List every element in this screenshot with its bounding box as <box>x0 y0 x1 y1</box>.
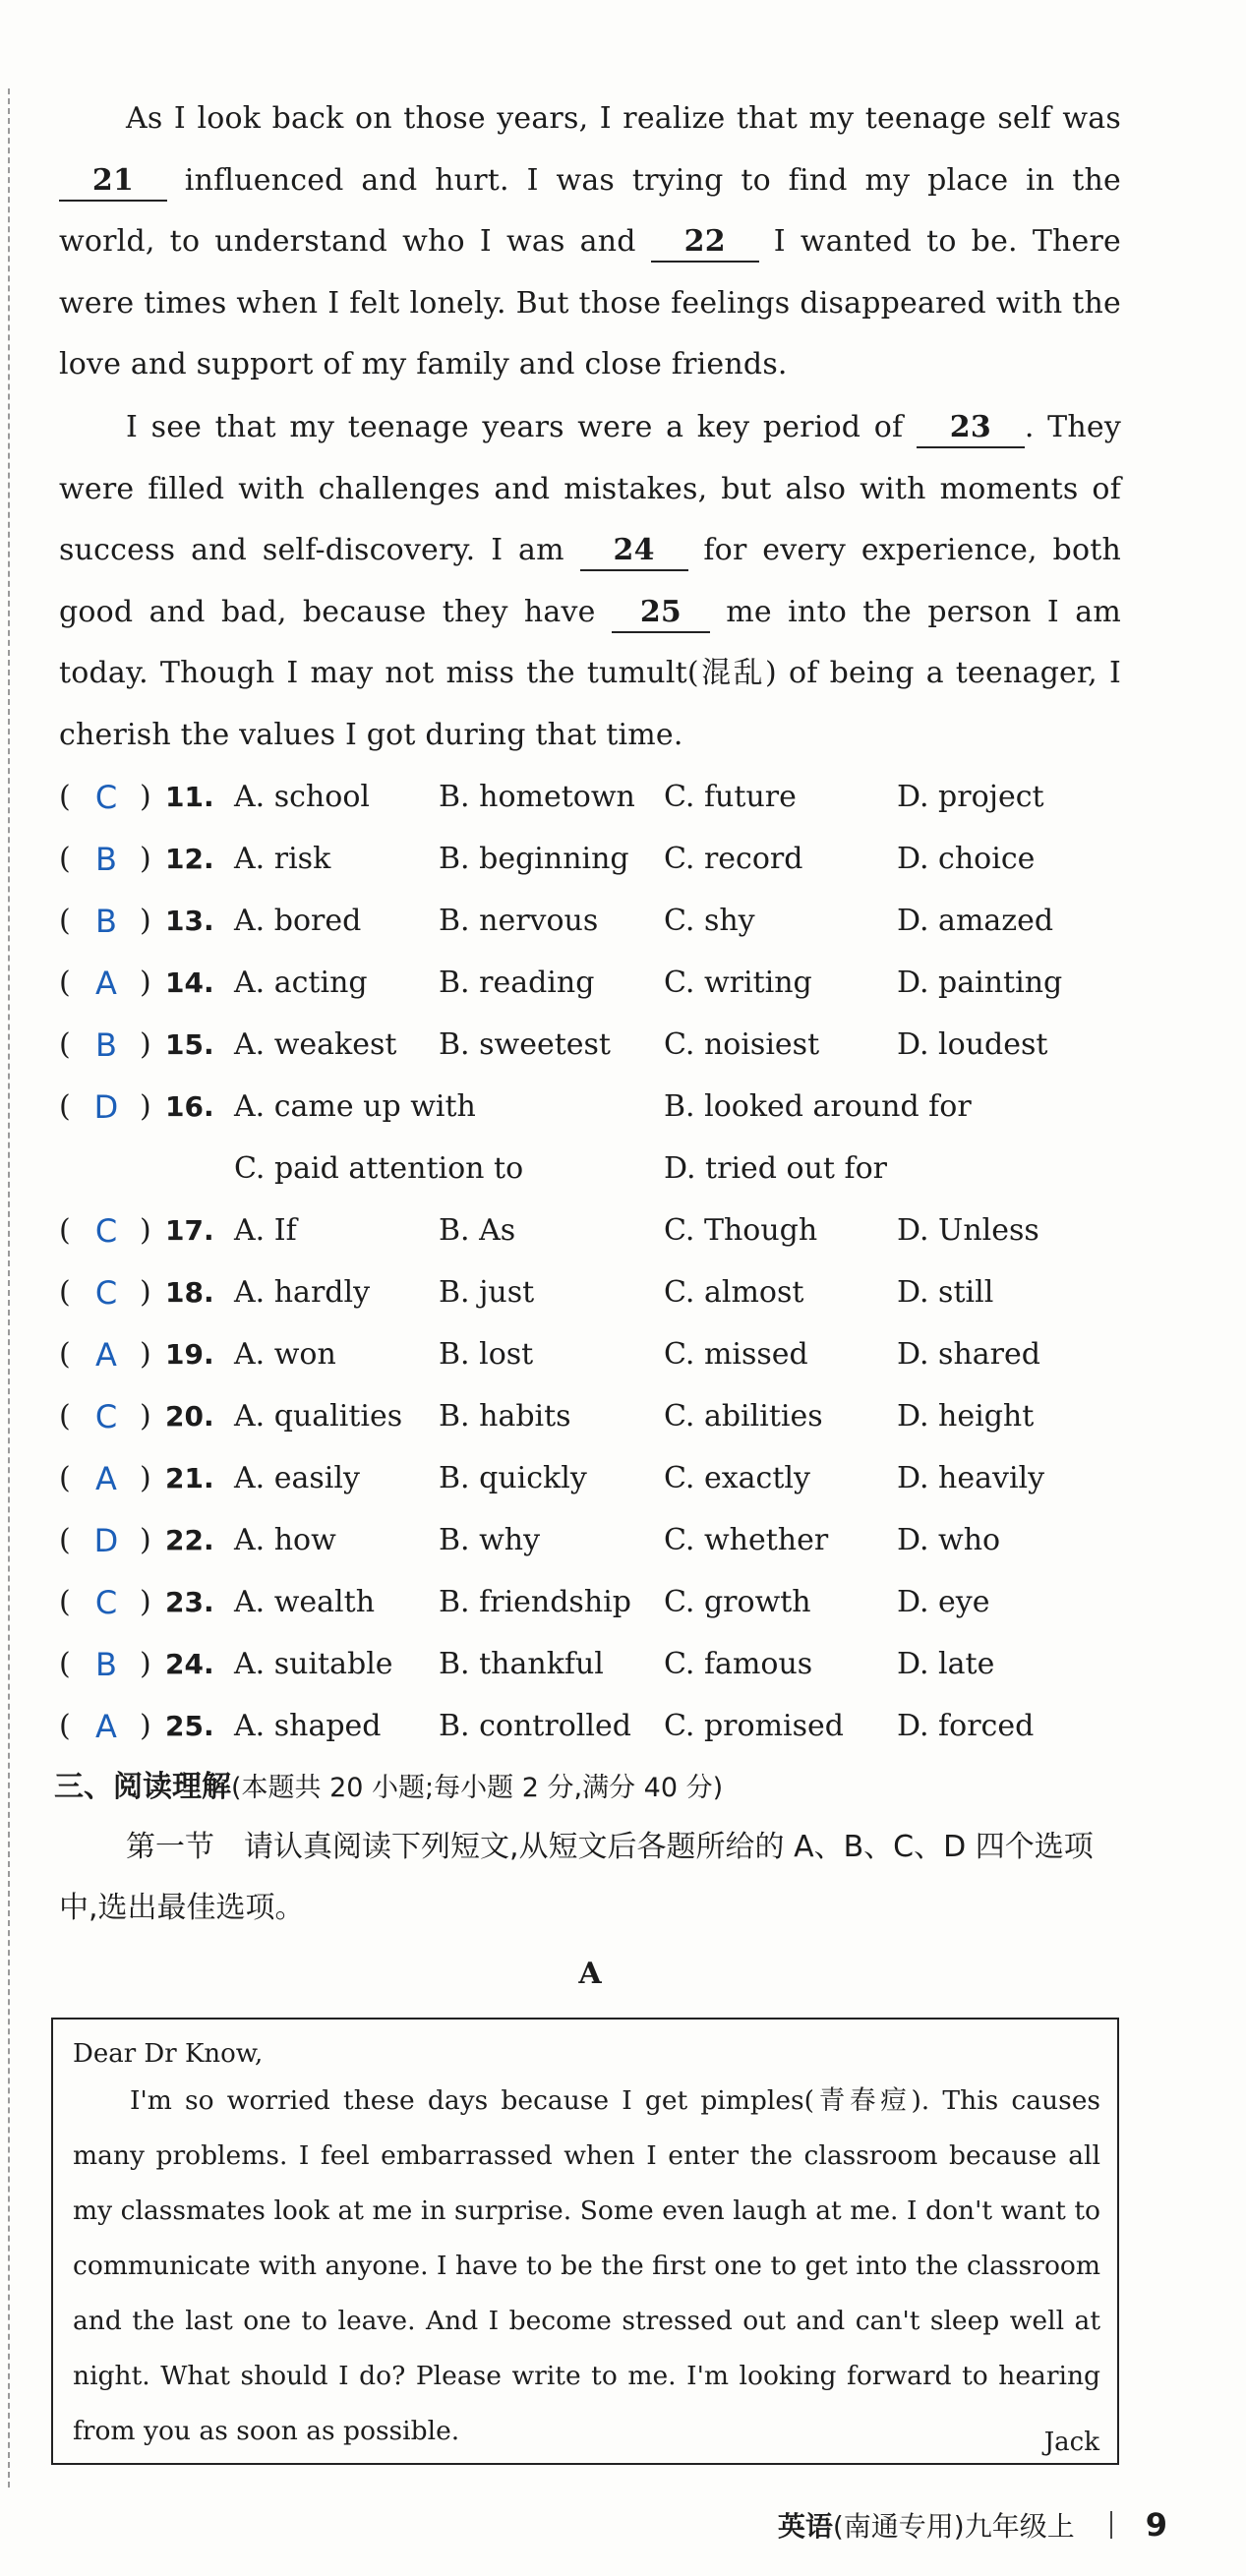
answer-mark: B <box>95 1646 117 1683</box>
question-row: ( C ) 23. A. wealth B. friendship C. growth D. eye <box>59 1572 1141 1633</box>
option-a: A. suitable <box>234 1647 393 1681</box>
option-b: B. lost <box>439 1337 534 1372</box>
option-d: D. amazed <box>897 904 1054 938</box>
option-d: D. late <box>897 1647 995 1681</box>
binding-margin-line <box>8 88 10 2488</box>
part-label: A <box>578 1957 602 1991</box>
answer-mark: D <box>93 1088 119 1126</box>
question-row: ( B ) 15. A. weakest B. sweetest C. noisiest D. loudest <box>59 1015 1141 1076</box>
answer-mark: A <box>95 1336 117 1374</box>
option-b: B. friendship <box>439 1585 631 1619</box>
question-row: ( B ) 13. A. bored B. nervous C. shy D. amazed <box>59 891 1141 952</box>
option-c: C. record <box>664 842 803 876</box>
option-c: C. missed <box>664 1337 808 1372</box>
option-a: A. bored <box>234 904 362 938</box>
option-a: A. shaped <box>234 1709 382 1743</box>
option-c: C. future <box>664 780 797 814</box>
question-number: 24. <box>165 1648 214 1680</box>
question-number: 14. <box>165 966 214 999</box>
answer-mark: A <box>95 1460 117 1497</box>
option-a: A. acting <box>234 966 368 1000</box>
answer-mark: C <box>94 1212 118 1250</box>
question-number: 21. <box>165 1462 214 1494</box>
passage-paragraph-2: I see that my teenage years were a key period of 23 . They were filled with challenges and mistakes, but also with moments of success and self-discovery. I am 24 for every experience, both good and bad, because they have 25 me into the person I am today. Though I may not miss the tumult(混乱) of being a teenager, I cherish the values I got during that time. <box>59 410 1122 752</box>
answer-mark: C <box>94 1398 118 1435</box>
option-b: B. reading <box>439 966 595 1000</box>
question-number: 18. <box>165 1276 214 1309</box>
option-a: A. weakest <box>234 1027 397 1062</box>
option-d: D. heavily <box>897 1461 1045 1495</box>
option-a: A. If <box>234 1213 297 1248</box>
option-b: B. hometown <box>439 780 635 814</box>
blank-22: 22 <box>651 223 759 263</box>
option-a: A. school <box>234 780 370 814</box>
question-row: ( C ) 18. A. hardly B. just C. almost D. still <box>59 1262 1141 1323</box>
answer-mark: D <box>93 1522 119 1559</box>
answer-mark: B <box>95 841 117 878</box>
question-number: 12. <box>165 843 214 875</box>
question-number: 20. <box>165 1400 214 1433</box>
option-b: B. quickly <box>439 1461 587 1495</box>
option-d: D. painting <box>897 966 1063 1000</box>
question-number: 15. <box>165 1028 214 1061</box>
footer-subject: 英语 <box>777 2510 833 2543</box>
option-d: D. height <box>897 1399 1035 1434</box>
option-c: C. promised <box>664 1709 844 1743</box>
option-a: A. easily <box>234 1461 360 1495</box>
answer-mark: C <box>94 1274 118 1312</box>
option-d: D. project <box>897 780 1044 814</box>
option-c: C. Though <box>664 1213 818 1248</box>
option-b: B. why <box>439 1523 541 1557</box>
option-d: D. still <box>897 1275 994 1310</box>
section-instruction: 第一节 请认真阅读下列短文,从短文后各题所给的 A、B、C、D 四个选项中,选出最佳选项。 <box>59 1830 1094 1925</box>
option-c: C. writing <box>664 966 812 1000</box>
blank-25: 25 <box>612 594 710 633</box>
option-a: A. came up with <box>234 1089 476 1124</box>
option-d: D. who <box>897 1523 1001 1557</box>
option-a: A. risk <box>234 842 331 876</box>
page-number: 9 <box>1145 2506 1167 2544</box>
option-c: C. shy <box>664 904 755 938</box>
section-heading: 三、阅读理解(本题共 20 小题;每小题 2 分,满分 40 分) <box>54 1770 724 1804</box>
option-b: B. beginning <box>439 842 629 876</box>
option-c: C. growth <box>664 1585 811 1619</box>
question-row: ( B ) 24. A. suitable B. thankful C. famous D. late <box>59 1634 1141 1695</box>
question-row: ( A ) 14. A. acting B. reading C. writing D. painting <box>59 953 1141 1014</box>
question-row: ( C ) 17. A. If B. As C. Though D. Unless <box>59 1200 1141 1261</box>
question-number: 11. <box>165 781 214 813</box>
option-c: C. paid attention to <box>234 1151 524 1186</box>
page-footer <box>778 2505 1167 2545</box>
question-row: ( D ) 16. A. came up with B. looked around for <box>59 1077 1141 1138</box>
option-a: A. qualities <box>234 1399 403 1434</box>
letter-box <box>51 2018 1119 2465</box>
blank-23: 23 <box>917 409 1025 448</box>
option-d: D. forced <box>897 1709 1035 1743</box>
question-number: 17. <box>165 1214 214 1247</box>
option-b: B. As <box>439 1213 516 1248</box>
letter-signature: Jack <box>1043 2428 1099 2457</box>
option-d: D. Unless <box>897 1213 1039 1248</box>
option-c: C. exactly <box>664 1461 810 1495</box>
option-b: B. sweetest <box>439 1027 611 1062</box>
option-c: C. whether <box>664 1523 829 1557</box>
question-number: 13. <box>165 905 214 937</box>
option-b: B. nervous <box>439 904 599 938</box>
question-number: 25. <box>165 1710 214 1742</box>
option-d: D. tried out for <box>664 1151 888 1186</box>
question-row: ( C ) 20. A. qualities B. habits C. abilities D. height <box>59 1386 1141 1447</box>
blank-24: 24 <box>580 532 688 571</box>
passage-paragraph-1: As I look back on those years, I realize that my teenage self was 21 influenced and hurt. I was trying to find my place in the world, to understand who I was and 22 I wanted to be. There were times when I felt lonely. But those feelings disappeared with the love and support of my family and close friends. <box>59 101 1122 381</box>
option-b: B. thankful <box>439 1647 604 1681</box>
answer-mark: B <box>95 903 117 940</box>
option-b: B. looked around for <box>664 1089 972 1124</box>
question-number: 16. <box>165 1090 214 1123</box>
option-b: B. habits <box>439 1399 571 1434</box>
answer-mark: C <box>94 779 118 816</box>
option-d: D. shared <box>897 1337 1040 1372</box>
answer-mark: B <box>95 1026 117 1064</box>
option-d: D. choice <box>897 842 1036 876</box>
option-c: C. famous <box>664 1647 813 1681</box>
option-b: B. controlled <box>439 1709 631 1743</box>
question-number: 23. <box>165 1586 214 1618</box>
question-row: ( A ) 19. A. won B. lost C. missed D. shared <box>59 1324 1141 1385</box>
question-number: 19. <box>165 1338 214 1371</box>
option-a: A. hardly <box>234 1275 371 1310</box>
option-d: D. eye <box>897 1585 990 1619</box>
question-row: ( A ) 21. A. easily B. quickly C. exactly D. heavily <box>59 1448 1141 1509</box>
question-row: ( B ) 12. A. risk B. beginning C. record D. choice <box>59 829 1141 890</box>
footer-divider <box>1110 2511 1112 2539</box>
question-row: ( D ) 22. A. how B. why C. whether D. who <box>59 1510 1141 1571</box>
option-a: A. wealth <box>234 1585 376 1619</box>
option-a: A. how <box>234 1523 336 1557</box>
option-c: C. almost <box>664 1275 804 1310</box>
answer-mark: C <box>94 1584 118 1621</box>
question-row: ( C ) 11. A. school B. hometown C. future D. project <box>59 767 1141 828</box>
answer-mark: A <box>95 1708 117 1745</box>
section-note: (本题共 20 小题;每小题 2 分,满分 40 分) <box>231 1773 724 1803</box>
letter-greeting: Dear Dr Know, <box>73 2039 264 2069</box>
letter-body: I'm so worried these days because I get pimples(青春痘). This causes many problems. I feel embarrassed when I enter the classroom because all my classmates look at me in surprise. Some even laugh at me. I don't want to communicate with anyone. I have to be the first one to get into the classroom and the last one to leave. And I become stressed out and can't sleep well at night. What should I do? Please write to me. I'm looking forward to hearing from you as soon as possible. <box>73 2085 1100 2446</box>
footer-edition: (南通专用)九年级上 <box>832 2510 1075 2543</box>
option-d: D. loudest <box>897 1027 1048 1062</box>
option-c: C. noisiest <box>664 1027 820 1062</box>
option-a: A. won <box>234 1337 336 1372</box>
question-row-continued <box>59 1139 1141 1200</box>
question-number: 22. <box>165 1524 214 1556</box>
option-c: C. abilities <box>664 1399 823 1434</box>
blank-21: 21 <box>59 162 167 202</box>
option-b: B. just <box>439 1275 535 1310</box>
answer-mark: A <box>95 965 117 1002</box>
question-row: ( A ) 25. A. shaped B. controlled C. promised D. forced <box>59 1696 1141 1757</box>
